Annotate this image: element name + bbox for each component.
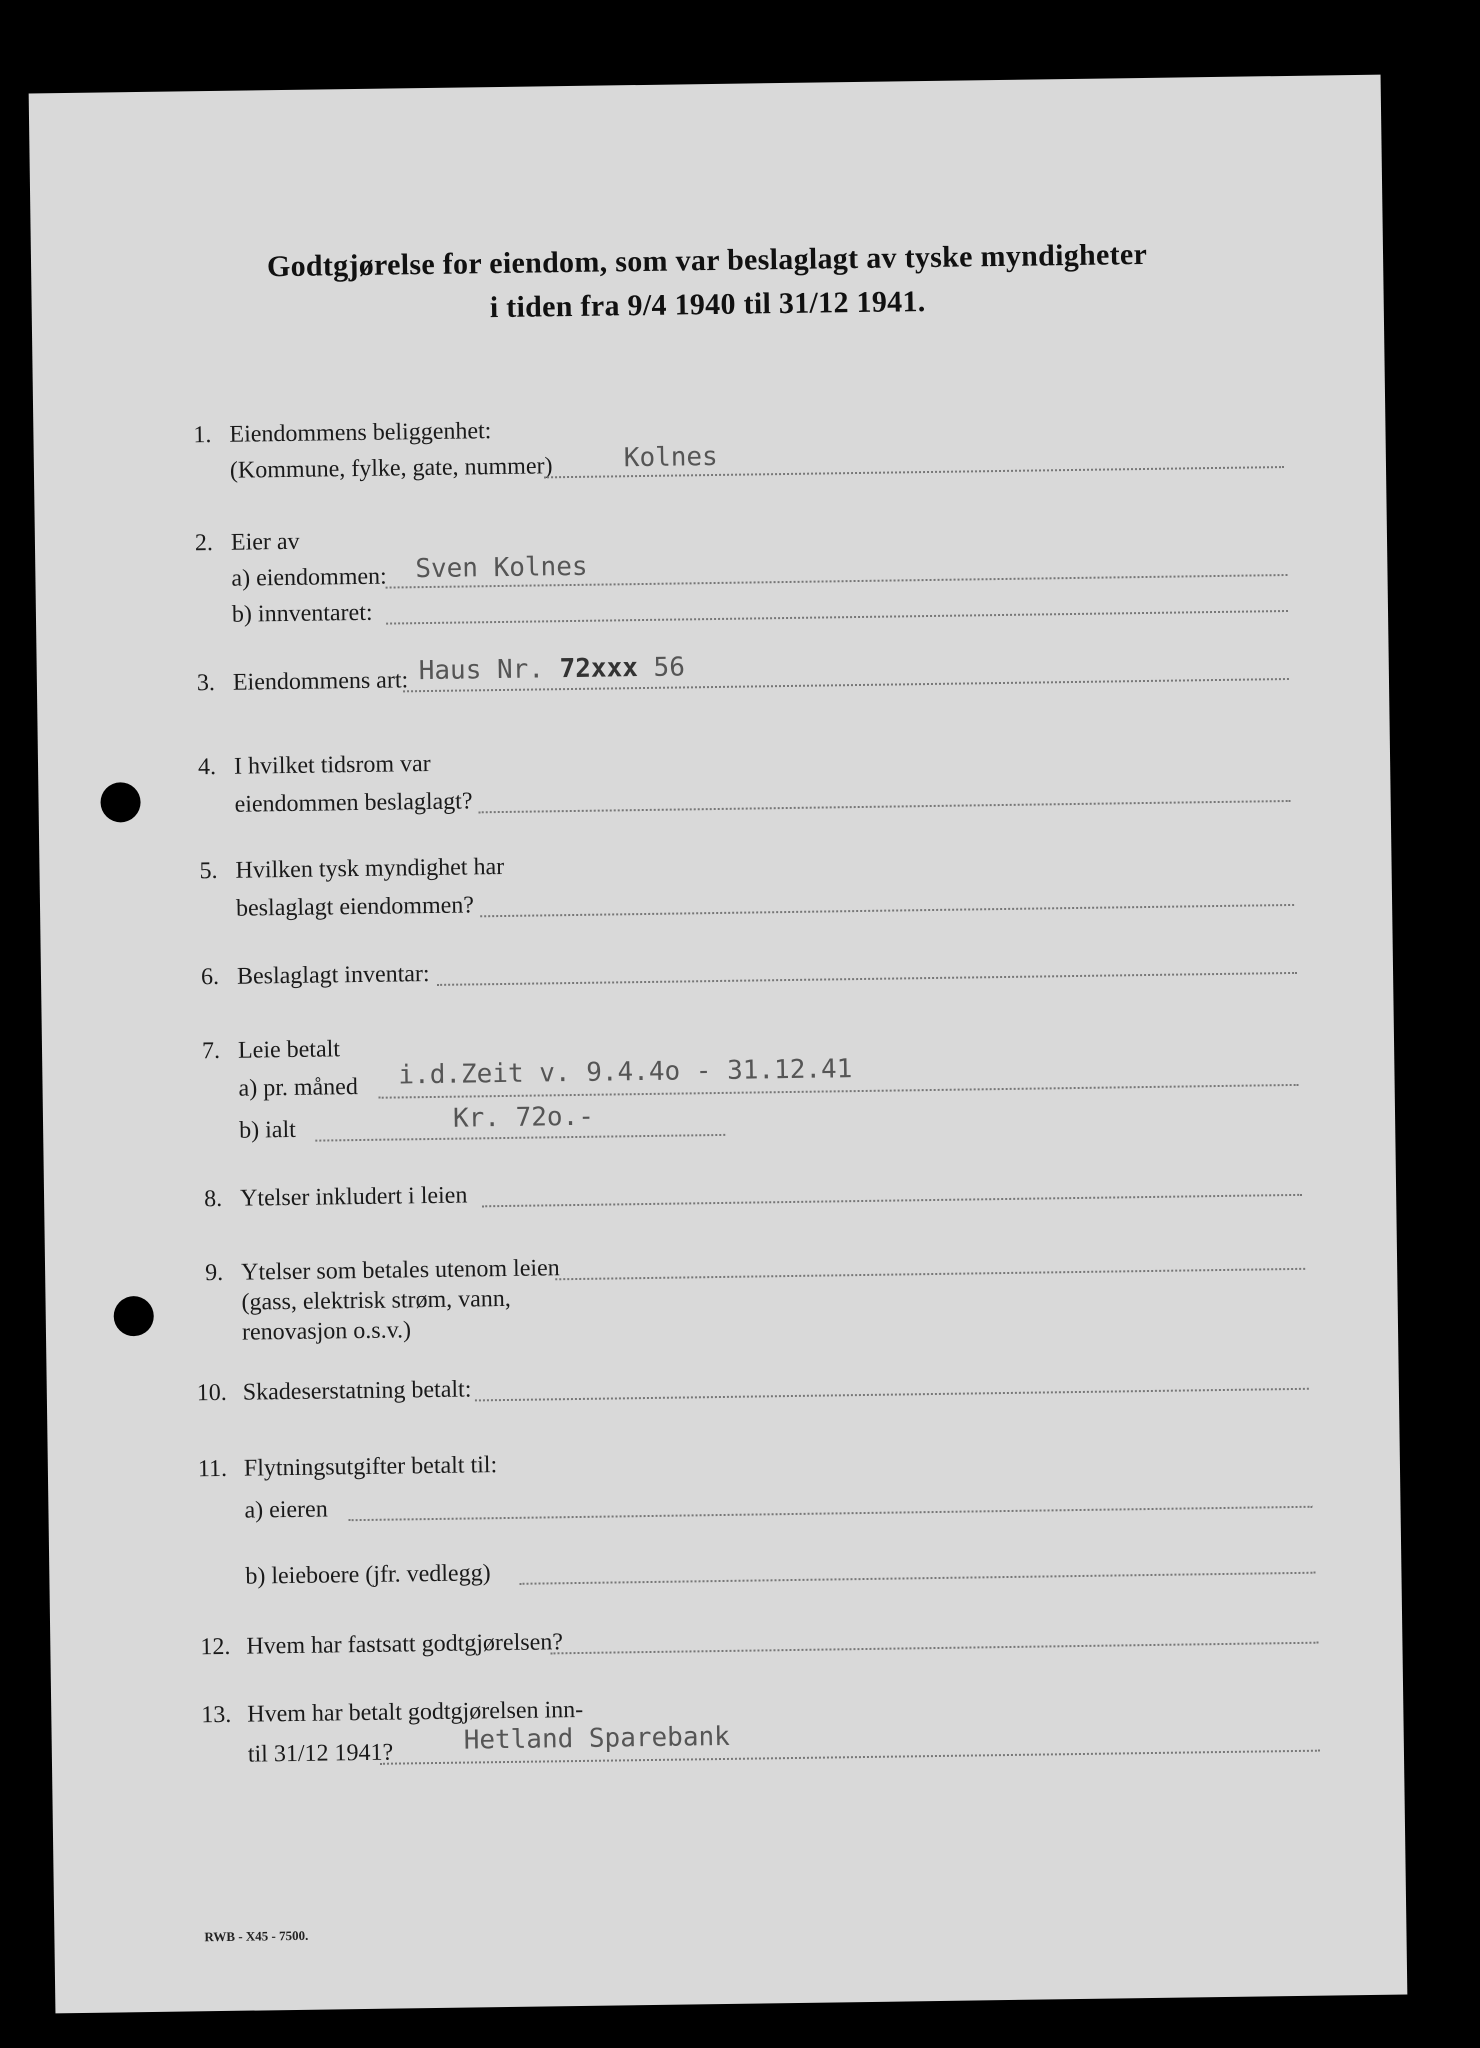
item-7b-label: b) ialt (238, 1116, 296, 1144)
item-3-label: Eiendommens art: (232, 667, 409, 696)
item-8-number: 8. (203, 1185, 223, 1213)
item-12-answer-line (550, 1642, 1318, 1655)
item-2b-answer-line (386, 610, 1288, 625)
item-3-number: 3. (196, 669, 216, 697)
item-10-label: Skadeserstatning betalt: (242, 1376, 472, 1406)
item-6-number: 6. (200, 963, 220, 991)
item-3-answer-struck: 72xxx (559, 653, 639, 685)
item-11-label: Flytningsutgifter betalt til: (243, 1452, 498, 1482)
item-10-answer-line (475, 1388, 1309, 1402)
item-2b-label: b) innventaret: (231, 599, 373, 628)
item-4-label-line2: eiendommen beslaglagt? (234, 788, 473, 818)
item-6-answer-line (437, 972, 1297, 986)
form-sheet (29, 75, 1408, 2014)
item-2a-answer: Sven Kolnes (415, 551, 588, 585)
item-11-number: 11. (197, 1455, 228, 1483)
item-6-label: Beslaglagt inventar: (236, 961, 430, 990)
item-4-answer-line (479, 800, 1291, 813)
form-title-line2: i tiden fra 9/4 1940 til 31/12 1941. (489, 285, 926, 325)
item-9-answer-line (555, 1268, 1305, 1280)
item-9-number: 9. (204, 1259, 224, 1287)
item-12-label: Hvem har fastsatt godtgjørelsen? (246, 1629, 564, 1660)
form-title-line1: Godtgjørelse for eiendom, som var beslaglagt av tyske myndigheter (266, 237, 1148, 284)
item-7b-answer-line (315, 1134, 725, 1142)
item-10-number: 10. (196, 1379, 228, 1407)
item-5-number: 5. (199, 857, 218, 885)
item-5-answer-line (480, 904, 1294, 917)
item-12-number: 12. (200, 1633, 231, 1661)
item-11a-answer-line (349, 1506, 1313, 1521)
item-7b-answer: Kr. 72o.- (452, 1101, 595, 1134)
item-1-label-line1: Eiendommens beliggenhet: (229, 418, 492, 448)
item-3-answer-prefix: Haus Nr. (418, 654, 545, 687)
item-8-answer-line (482, 1194, 1302, 1207)
item-2-number: 2. (194, 530, 214, 557)
item-1-number: 1. (193, 422, 212, 449)
item-11b-answer-line (520, 1572, 1316, 1585)
item-1-answer: Kolnes (623, 441, 718, 474)
item-1-label-line2: (Kommune, fylke, gate, nummer) (229, 453, 553, 484)
item-11a-label: a) eieren (244, 1496, 328, 1524)
item-5-label-line2: beslaglagt eiendommen? (235, 892, 475, 922)
item-7-number: 7. (201, 1037, 221, 1065)
item-7-label: Leie betalt (237, 1036, 341, 1064)
item-11b-label: b) leieboere (jfr. vedlegg) (245, 1560, 491, 1590)
item-13-answer: Hetland Sparebank (463, 1721, 730, 1756)
item-2-label: Eier av (230, 528, 300, 556)
punch-hole-bottom (113, 1296, 154, 1337)
item-9-label-line3: renovasjon o.s.v.) (241, 1317, 412, 1346)
item-4-label-line1: I hvilket tidsrom var (233, 750, 431, 780)
item-13-label-line2: til 31/12 1941? (247, 1739, 394, 1768)
item-4-number: 4. (197, 753, 217, 781)
item-9-label-line1: Ytelser som betales utenom leien (240, 1255, 560, 1286)
item-3-answer-suffix: 56 (653, 652, 686, 683)
item-8-label: Ytelser inkludert i leien (239, 1182, 468, 1212)
item-3-answer (418, 652, 686, 687)
item-7a-label: a) pr. måned (238, 1074, 359, 1102)
print-code: RWB - X45 - 7500. (204, 1927, 309, 1945)
item-13-label-line1: Hvem har betalt godtgjørelsen inn- (247, 1696, 584, 1728)
item-7a-answer: i.d.Zeit v. 9.4.4o - 31.12.41 (398, 1054, 853, 1091)
item-9-label-line2: (gass, elektrisk strøm, vann, (241, 1285, 512, 1316)
item-5-label-line1: Hvilken tysk myndighet har (235, 853, 505, 884)
item-13-number: 13. (201, 1701, 232, 1729)
punch-hole-top (100, 782, 141, 823)
item-2a-label: a) eiendommen: (231, 563, 387, 592)
